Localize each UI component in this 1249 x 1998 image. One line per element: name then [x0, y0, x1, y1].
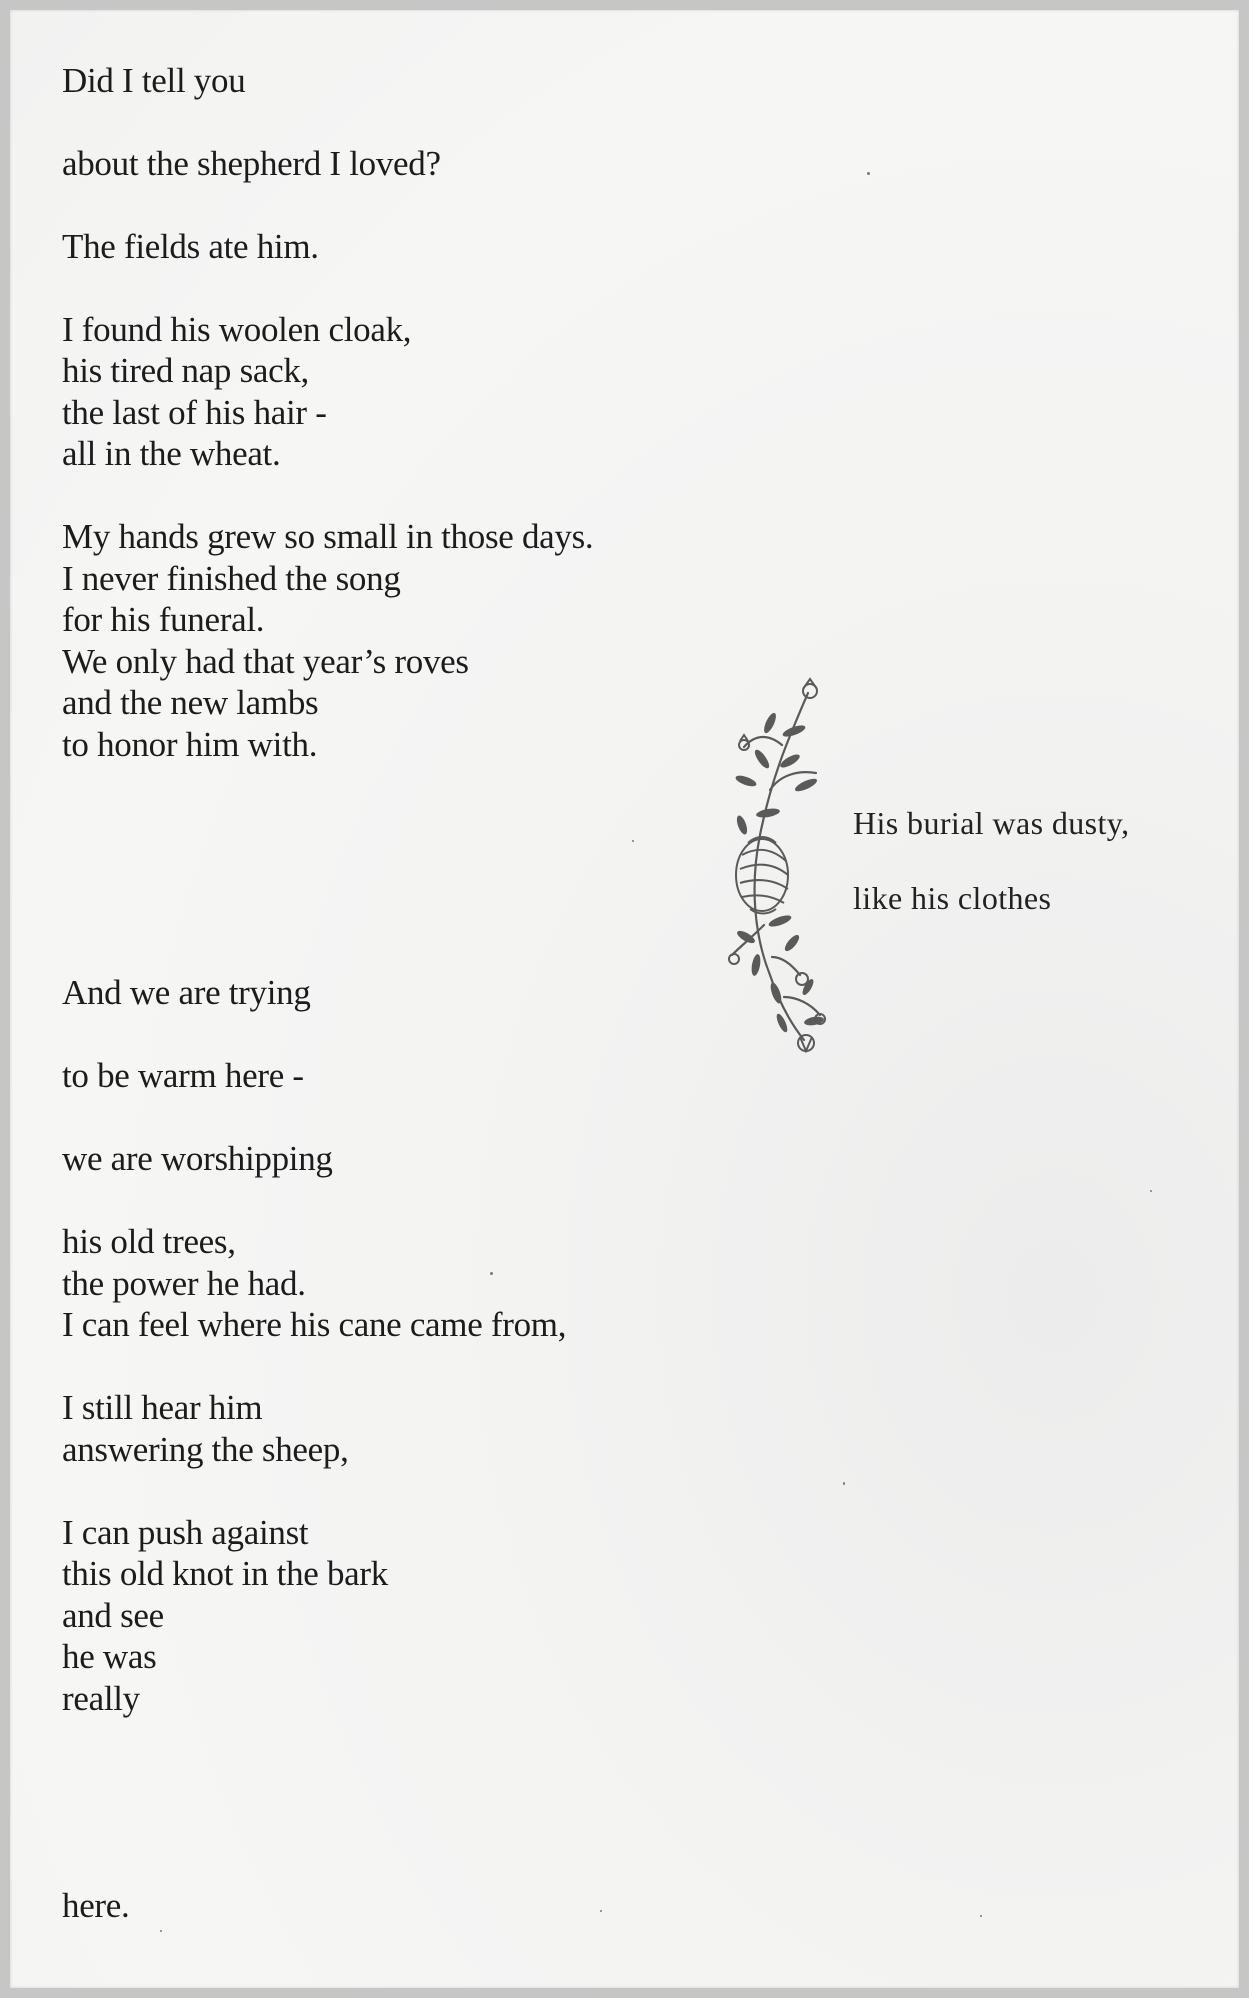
paper-speck [160, 1930, 162, 1932]
poem-line: I can feel where his cane came from, [62, 1305, 567, 1344]
paper-speck [600, 1910, 602, 1912]
aside-line-1: His burial was dusty, [853, 805, 1130, 841]
poem-line: here. [62, 1886, 130, 1925]
poem-line: really [62, 1679, 140, 1718]
poem-line: this old knot in the bark [62, 1554, 388, 1593]
poem-line: all in the wheat. [62, 434, 281, 473]
poem-line: answering the sheep, [62, 1430, 349, 1469]
poem-line: And we are trying [62, 973, 311, 1012]
poem-line: to be warm here - [62, 1056, 304, 1095]
poem-line: I found his woolen cloak, [62, 310, 412, 349]
paper-speck [632, 840, 634, 842]
poem-line: We only had that year’s roves [62, 642, 469, 681]
poem-line: The fields ate him. [62, 227, 319, 266]
poem-line: his old trees, [62, 1222, 236, 1261]
poem-line: and the new lambs [62, 683, 319, 722]
poem-line: the power he had. [62, 1264, 306, 1303]
poem-line: Did I tell you [62, 61, 246, 100]
poem-line: I never finished the song [62, 559, 401, 598]
poem-line: to honor him with. [62, 725, 318, 764]
poem-line: My hands grew so small in those days. [62, 517, 594, 556]
floral-branch-icon [720, 675, 840, 1055]
paper-speck [490, 1272, 493, 1275]
aside-line-2: like his clothes [853, 880, 1052, 916]
paper-speck [843, 1482, 845, 1485]
paper-speck [980, 1915, 982, 1917]
poem-line: I still hear him [62, 1388, 263, 1427]
poem-line: and see [62, 1596, 164, 1635]
poem-page [10, 10, 1239, 1988]
poem-line: the last of his hair - [62, 393, 327, 432]
poem-line: I can push against [62, 1513, 309, 1552]
paper-speck [867, 172, 870, 175]
poem-line: about the shepherd I loved? [62, 144, 441, 183]
poem-line: we are worshipping [62, 1139, 333, 1178]
poem-line: for his funeral. [62, 600, 265, 639]
poem-line: his tired nap sack, [62, 351, 310, 390]
paper-speck [1150, 1190, 1152, 1192]
poem-line: he was [62, 1637, 157, 1676]
